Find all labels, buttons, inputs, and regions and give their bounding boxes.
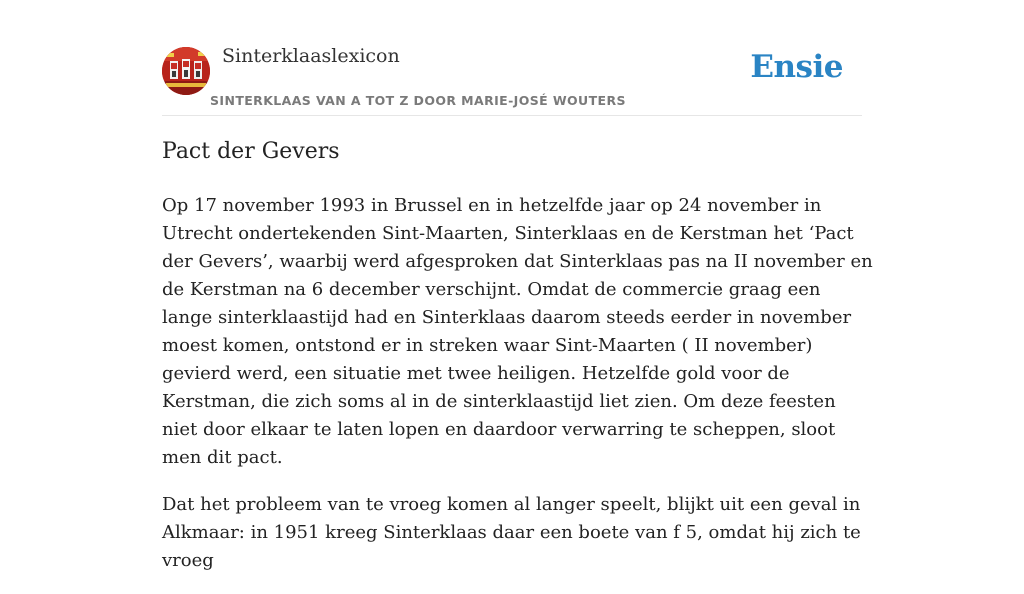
- page-container: [162, 0, 873, 571]
- lexicon-title-link[interactable]: Sinterklaaslexicon: [222, 45, 400, 67]
- entry-paragraph: Dat het probleem van te vroeg komen al langer speelt, blijkt uit een geval in Alkmaar: in 1951 kreeg Sinterklaas daar een boete van f 5, omdat hij zich te vroeg: [162, 494, 861, 571]
- ensie-logo-link[interactable]: Ensie: [750, 49, 843, 85]
- lexicon-header: [162, 0, 862, 116]
- entry-paragraph: Op 17 november 1993 in Brussel en in hetzelfde jaar op 24 november in Utrecht ondertekenden Sint-Maarten, Sinterklaas en de Kerstman het ‘Pact der Gevers’, waarbij werd afgesproken dat Sinterklaas pas na II november en de Kerstman na 6 december verschijnt. Omdat de commercie graag een lange sinterklaastijd had en Sinterklaas daarom steeds eerder in november moest komen, ontstond er in streken waar Sint-Maarten ( II november) gevierd werd, een situatie met twee heiligen. Hetzelfde gold voor de Kerstman, die zich soms al in de sinterklaastijd liet zien. Om deze feesten niet door elkaar te laten lopen en daardoor verwarring te scheppen, sloot men dit pact.: [162, 195, 873, 468]
- lexicon-avatar[interactable]: [162, 47, 210, 95]
- entry-title: Pact der Gevers: [162, 139, 340, 164]
- lexicon-subtitle: SINTERKLAAS VAN A TOT Z DOOR MARIE-JOSÉ WOUTERS: [210, 93, 626, 108]
- sinterklaas-cover-icon: [162, 47, 210, 95]
- entry-body: [162, 192, 874, 594]
